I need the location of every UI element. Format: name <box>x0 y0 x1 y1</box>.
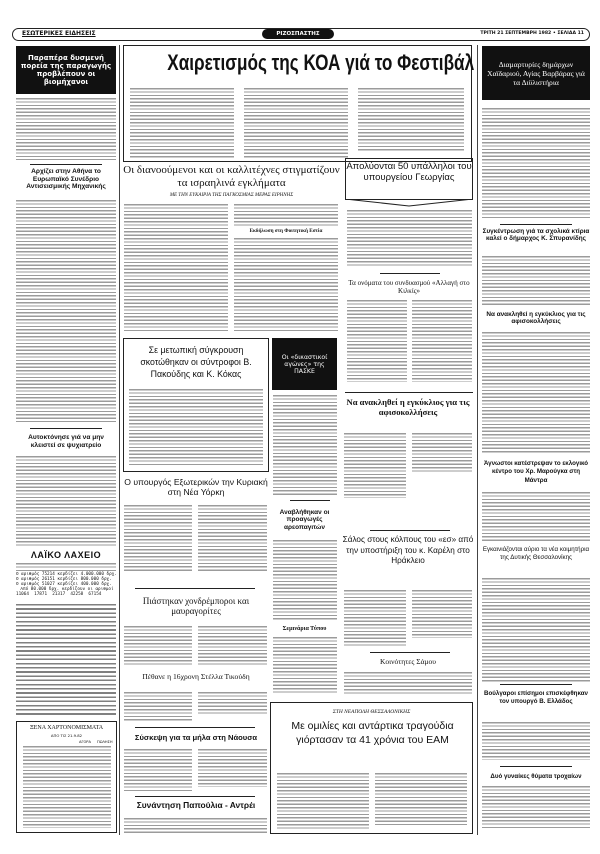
divider <box>500 766 572 767</box>
headline: Οι «δικαστικοί αγώνες» της ΠΑΣΚΕ <box>272 338 337 390</box>
headline: Με ομιλίες και αντάρτικα τραγούδια γιόρτασαν τα 41 χρόνια του ΕΑΜ <box>291 720 454 747</box>
headline-box <box>345 158 473 200</box>
masthead: ΡΙΖΟΣΠΑΣΤΗΣ <box>262 29 334 39</box>
article-body <box>124 818 267 834</box>
section-title: ΕΣΩΤΕΡΙΚΕΣ ΕΙΔΗΣΕΙΣ <box>22 30 96 37</box>
article-body <box>412 300 472 382</box>
article-body <box>482 492 590 542</box>
article-body <box>482 332 590 454</box>
headline: Διαμαρτυρίες δημάρχων Χαϊδαριού, Αγίας Βαρβάρας γιά τα Διϋλιστήρια <box>482 46 590 100</box>
kicker: ΜΕ ΤΗΝ ΕΥΚΑΙΡΙΑ ΤΗΣ ΠΑΓΚΟΣΜΙΑΣ ΜΕΡΑΣ ΕΙΡΗΝΗΣ <box>169 193 294 198</box>
column-header-buy: ΑΓΟΡΑ <box>79 740 91 744</box>
article-body <box>347 210 472 268</box>
headline: Άγνωστοι κατέστρεψαν το εκλογικό κέντρο του Χρ. Μαρούγκα στη Μάντρα <box>483 460 589 484</box>
lottery-line: Ο αριθμός 51027 κερδίζει 400.000 δρχ. <box>16 582 112 587</box>
lead-headline: Χαιρετισμός της ΚΟΑ γιά το Φεστιβάλ <box>167 50 475 75</box>
article-body <box>198 749 267 787</box>
headline: Σύσκεψη για τα μήλα στη Νάουσα <box>134 733 258 742</box>
article-body <box>234 204 338 226</box>
headline: Πέθανε η 16χρονη Στέλλα Τικούδη <box>142 672 250 681</box>
currency-box <box>16 721 117 833</box>
article-body <box>16 98 116 160</box>
kicker: ΣΤΗ ΝΕΑΠΟΛΗ ΘΕΣΣΑΛΟΝΙΚΗΣ <box>332 709 411 715</box>
article-body <box>482 722 590 760</box>
currency-rates-table <box>23 746 111 828</box>
article-body <box>16 563 116 572</box>
divider <box>135 727 255 728</box>
divider <box>370 652 450 653</box>
article-body <box>234 238 338 332</box>
divider <box>345 392 473 393</box>
divider <box>135 588 255 589</box>
article-body <box>375 773 467 825</box>
article-body <box>277 773 369 829</box>
headline: Τα ονόματα του συνδυασμού «Αλλαγή στο Κιλκίς» <box>348 279 470 296</box>
headline: Πιάστηκαν χονδρέμποροι και μαυραγορίτες <box>142 596 250 617</box>
article-body <box>344 672 472 694</box>
lead-article-box <box>123 45 475 162</box>
lottery-title: ΛΑΪΚΟ ΛΑΧΕΙΟ <box>30 550 102 560</box>
divider <box>370 530 450 531</box>
article-body <box>130 88 234 158</box>
article-body <box>198 626 267 666</box>
divider <box>380 273 440 274</box>
divider <box>290 500 330 501</box>
article-body <box>273 637 337 695</box>
lead-headline-wrap <box>124 50 475 76</box>
headline: Σε μετωπική σύγκρουση σκοτώθηκαν οι σύντροφοι Β. Πακούδης και Κ. Κόκας <box>140 345 252 379</box>
article-body <box>124 626 192 666</box>
article-body <box>412 590 472 638</box>
article-body <box>16 200 116 422</box>
article-body <box>358 88 464 152</box>
column-divider <box>477 45 478 835</box>
article-body <box>124 749 192 793</box>
headline: Εγκαινιάζονται αύριο τα νέα κοιμητήρια της Δυτικής Θεσσαλονίκης <box>482 546 590 562</box>
column-header-sell: ΠΩΛΗΣΗ <box>97 740 113 744</box>
divider <box>30 428 102 429</box>
headline: Ο υπουργός Εξωτερικών την Κυριακή στη Νέα Υόρκη <box>124 477 268 497</box>
article-body <box>124 204 228 332</box>
lottery-row: 11064 17871 21317 42258 67154 <box>16 592 102 597</box>
article-body <box>129 389 263 467</box>
article-body <box>273 540 337 620</box>
headline: Αναβλήθηκαν οι προαγωγές αρεοπαγιτών <box>279 509 330 531</box>
headline: Κοινότητες Σάμου <box>379 657 437 666</box>
lottery-results <box>16 563 118 597</box>
headline: Να ανακληθεί η εγκύκλιος για τις αφισοκολλήσεις <box>486 311 586 326</box>
article-box <box>123 338 269 472</box>
article-body <box>124 505 192 573</box>
divider <box>135 796 255 797</box>
headline: Συνάντηση Παπούλια - Αντρέι <box>136 800 256 810</box>
headline: Οι διανοούμενοι και οι καλλιτέχνες στιγματίζουν τα ισραηλινά εγκλήματα <box>123 164 340 189</box>
lottery-number-table <box>16 604 116 716</box>
headline: Δυό γυναίκες θύματα τροχαίων <box>490 773 582 780</box>
divider <box>500 224 572 225</box>
article-body <box>16 456 116 546</box>
currency-subtitle: ΑΠΟ ΤΙΣ 21.9.82 <box>50 733 83 738</box>
headline: Σάλος στους κόλπους του «εσ» από την υποστήριξη του κ. Καρέλη στο Ηράκλειο <box>342 535 474 566</box>
lottery-line: Ο αριθμός 75214 κερδίζει 4.000.000 δρχ. <box>16 572 117 577</box>
lottery-group-label: Από 80.000 δρχ. κερδίζουν οι αριθμοί <box>20 587 114 592</box>
currency-title: ΞΕΝΑ ΧΑΡΤΟΝΟΜΙΣΜΑΤΑ <box>29 725 104 731</box>
article-body <box>482 256 590 306</box>
column-divider <box>119 45 120 835</box>
article-body <box>482 786 590 830</box>
headline: Να ανακληθεί η εγκύκλιος για τις αφισοκολλήσεις <box>346 397 470 417</box>
article-body <box>344 433 406 498</box>
headline: Παραπέρα δυσμενή πορεία της παραγωγής προβλέπουν οι βιομήχανοι <box>16 46 116 94</box>
article-body <box>124 692 192 721</box>
dateline: ΤΡΙΤΗ 21 ΣΕΠΤΕΜΒΡΗ 1982 • ΣΕΛΙΔΑ 11 <box>480 31 584 36</box>
headline: Αυτοκτόνησε γιά να μην κλειστεί σε ψυχιατρείο <box>28 434 104 449</box>
headline: Συγκέντρωση γιά τα σχολικά κτίρια καλεί ο δήμαρχος Κ. Σπυρανίδης <box>482 228 590 243</box>
article-body <box>344 590 406 648</box>
headline: Βούλγαροι επίσημοι επισκέφθηκαν τον υπουργό Β. Ελλάδος <box>484 690 588 706</box>
article-body <box>198 505 267 573</box>
article-body <box>347 300 407 382</box>
article-body <box>482 578 590 682</box>
article-body <box>198 692 267 715</box>
headline: Απολύονται 50 υπάλληλοι του υπουργείου Γεωργίας <box>346 161 472 183</box>
headline: Σεμινάρια Τύπου <box>282 626 327 632</box>
article-body <box>244 88 348 158</box>
subheading: Εκδήλωση στη Φοιτητική Εστία <box>249 228 323 234</box>
headline: Αρχίζει στην Αθήνα το Ευρωπαϊκό Συνέδριο Αντισεισμικής Μηχανικής <box>26 168 106 191</box>
article-box <box>270 702 473 834</box>
article-body <box>412 433 472 473</box>
article-body <box>482 108 590 220</box>
divider <box>30 164 102 165</box>
arrow-pointer-icon <box>345 199 473 207</box>
lottery-line: Ο αριθμός 26151 κερδίζει 800.000 δρχ. <box>16 577 112 582</box>
divider <box>500 684 572 685</box>
article-body <box>273 395 337 497</box>
